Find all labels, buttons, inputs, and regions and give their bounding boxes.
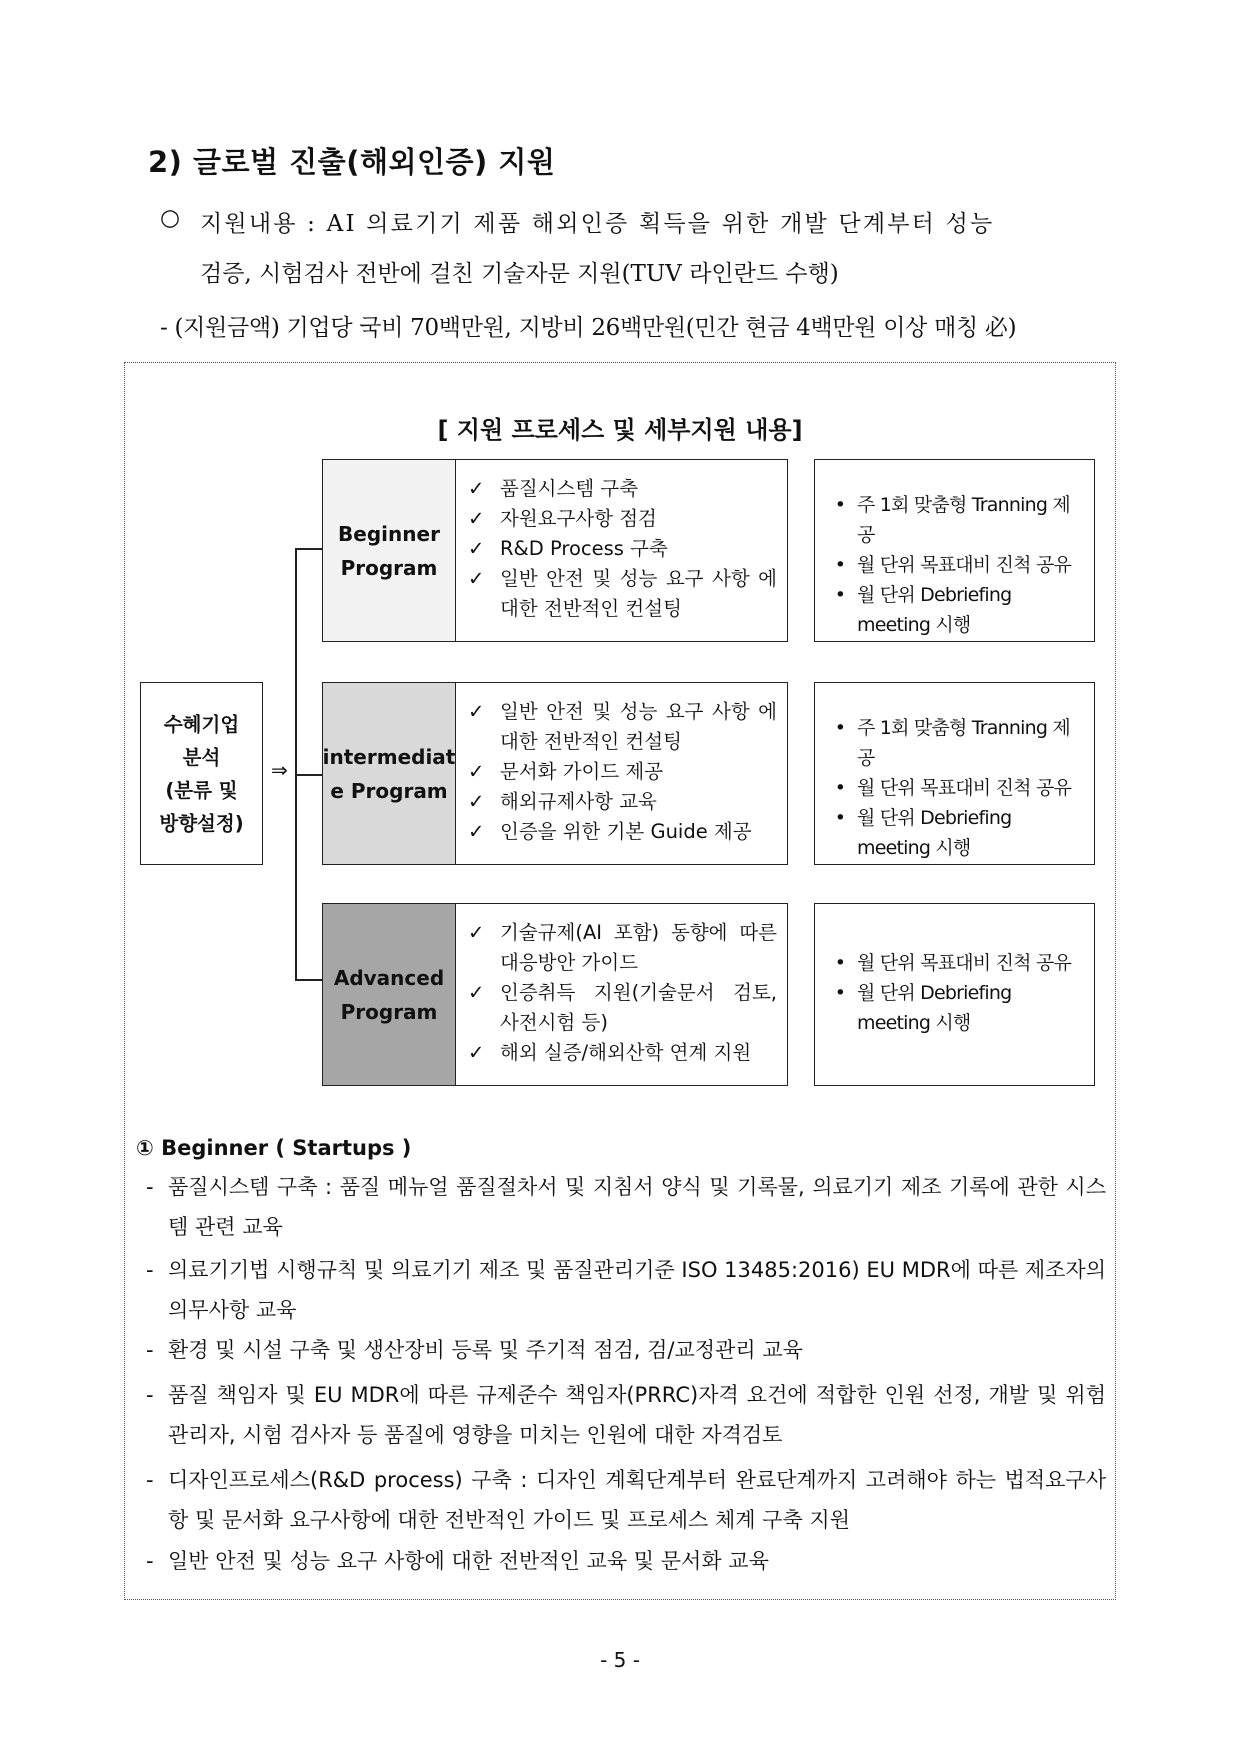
check-icon: ✓ xyxy=(468,921,485,944)
program-name-line: Program xyxy=(340,999,438,1024)
check-icon: ✓ xyxy=(468,567,485,590)
check-icon: ✓ xyxy=(468,537,485,560)
check-item: ✓ R&D Process 구축 xyxy=(468,534,777,564)
bullet-icon: • xyxy=(834,554,846,576)
support-amount: - (지원금액) 기업당 국비 70백만원, 지방비 26백만원(민간 현금 4백만원 이상 매칭 必) xyxy=(160,315,1017,341)
check-item: ✓ 일반 안전 및 성능 요구 사항 에 대한 전반적인 컨설팅 xyxy=(468,697,777,757)
beginner-program-label xyxy=(322,459,456,642)
program-name-line: e Program xyxy=(330,778,448,803)
bullet-item: • 주 1회 맞춤형 Tranning 제공 xyxy=(823,490,1084,550)
page-number: - 5 - xyxy=(600,1648,640,1672)
advanced-checklist xyxy=(455,903,788,1086)
support-content-line2: 검증, 시험검사 전반에 걸친 기술자문 지원(TUV 라인란드 수행) xyxy=(200,261,839,287)
bullet-item: • 주 1회 맞춤형 Tranning 제공 xyxy=(823,713,1084,773)
bullet-icon: • xyxy=(834,584,846,606)
check-icon: ✓ xyxy=(468,477,485,500)
connector-advanced xyxy=(295,979,323,981)
check-item: ✓ 해외 실증/해외산학 연계 지원 xyxy=(468,1038,777,1068)
check-icon: ✓ xyxy=(468,760,485,783)
support-content-line1: 지원내용 : AI 의료기기 제품 해외인증 획득을 위한 개발 단계부터 성능 xyxy=(200,211,995,237)
client-label-line: 수혜기업 xyxy=(163,712,240,736)
beginner-section-heading: ① Beginner ( Startups ) xyxy=(136,1136,412,1160)
check-item: ✓ 품질시스템 구축 xyxy=(468,474,777,504)
program-name-line: intermediat xyxy=(322,744,456,769)
connector-beginner xyxy=(295,548,323,550)
support-content-bullet: ○ xyxy=(160,205,181,231)
bullet-icon: • xyxy=(834,982,846,1004)
list-item: - 일반 안전 및 성능 요구 사항에 대한 전반적인 교육 및 문서화 교육 xyxy=(146,1549,769,1573)
list-item: - 품질시스템 구축 : 품질 메뉴얼 품질절차서 및 지침서 양식 및 기록물, 의료기기 제조 기록에 관한 시스템 관련 교육 xyxy=(146,1175,1106,1239)
bullet-item: • 월 단위 Debriefing meeting 시행 xyxy=(823,580,1084,640)
check-icon: ✓ xyxy=(468,790,485,813)
arrow-icon: ⇒ xyxy=(271,758,288,782)
list-item: - 의료기기법 시행규칙 및 의료기기 제조 및 품질관리기준 ISO 13485:2016) EU MDR에 따른 제조자의 의무사항 교육 xyxy=(146,1258,1106,1322)
client-analysis-box xyxy=(140,682,263,865)
bullet-icon: • xyxy=(834,494,846,516)
advanced-program-label xyxy=(322,903,456,1086)
bullet-item: • 월 단위 Debriefing meeting 시행 xyxy=(823,803,1084,863)
check-item: ✓ 인증을 위한 기본 Guide 제공 xyxy=(468,817,777,847)
beginner-checklist xyxy=(455,459,788,642)
intermediate-program-label xyxy=(322,682,456,865)
section-title: 2) 글로벌 진출(해외인증) 지원 xyxy=(148,145,556,179)
bullet-icon: • xyxy=(834,717,846,739)
check-icon: ✓ xyxy=(468,507,485,530)
bullet-item: • 월 단위 목표대비 진척 공유 xyxy=(823,773,1084,803)
program-name-line: Beginner xyxy=(338,521,440,546)
list-item: - 환경 및 시설 구축 및 생산장비 등록 및 주기적 점검, 검/교정관리 교육 xyxy=(146,1338,803,1362)
program-name-line: Advanced xyxy=(333,965,445,990)
check-item: ✓ 일반 안전 및 성능 요구 사항 에 대한 전반적인 컨설팅 xyxy=(468,564,777,624)
connector-intermediate xyxy=(295,774,323,776)
intermediate-checklist xyxy=(455,682,788,865)
client-label-line: 분석 xyxy=(182,745,221,769)
diagram-title: [ 지원 프로세스 및 세부지원 내용] xyxy=(437,416,803,444)
intermediate-bullets xyxy=(814,682,1095,865)
check-item: ✓ 문서화 가이드 제공 xyxy=(468,757,777,787)
check-item: ✓ 해외규제사항 교육 xyxy=(468,787,777,817)
check-item: ✓ 자원요구사항 점검 xyxy=(468,504,777,534)
list-item: - 디자인프로세스(R&D process) 구축 : 디자인 계획단계부터 완료단계까지 고려해야 하는 법적요구사항 및 문서화 요구사항에 대한 전반적인 가이드 및 프로세스 체계 구축 지원 xyxy=(146,1468,1106,1532)
bullet-item: • 월 단위 목표대비 진척 공유 xyxy=(823,550,1084,580)
bullet-icon: • xyxy=(834,807,846,829)
check-item: ✓ 인증취득 지원(기술문서 검토, 사전시험 등) xyxy=(468,978,777,1038)
client-label-line: 방향설정) xyxy=(159,811,244,835)
connector-vertical xyxy=(295,548,297,981)
bullet-icon: • xyxy=(834,952,846,974)
check-icon: ✓ xyxy=(468,1041,485,1064)
check-icon: ✓ xyxy=(468,820,485,843)
program-name-line: Program xyxy=(340,555,438,580)
bullet-item: • 월 단위 목표대비 진척 공유 xyxy=(823,948,1084,978)
advanced-bullets xyxy=(814,903,1095,1086)
list-item: - 품질 책임자 및 EU MDR에 따른 규제준수 책임자(PRRC)자격 요건에 적합한 인원 선정, 개발 및 위험관리자, 시험 검사자 등 품질에 영향을 미치는 인원에 대한 자격검토 xyxy=(146,1383,1106,1447)
bullet-item: • 월 단위 Debriefing meeting 시행 xyxy=(823,978,1084,1038)
bullet-icon: • xyxy=(834,777,846,799)
check-item: ✓ 기술규제(AI 포함) 동향에 따른 대응방안 가이드 xyxy=(468,918,777,978)
client-label-line: (분류 및 xyxy=(165,778,238,802)
check-icon: ✓ xyxy=(468,981,485,1004)
beginner-bullets xyxy=(814,459,1095,642)
check-icon: ✓ xyxy=(468,700,485,723)
